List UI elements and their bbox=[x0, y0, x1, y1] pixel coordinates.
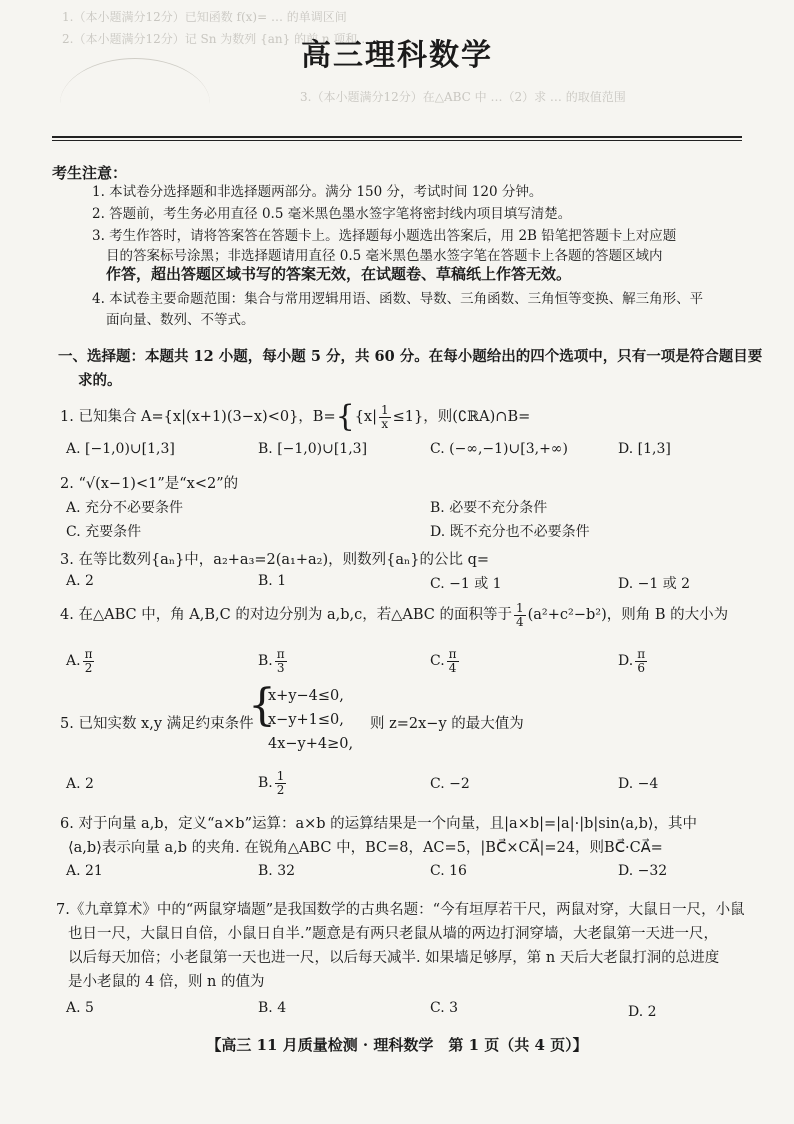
option-a: A. [−1,0)∪[1,3] bbox=[66, 441, 175, 457]
question-5-stem-pre: 5. 已知实数 x,y 满足约束条件 bbox=[60, 716, 254, 732]
option-c: C. 充要条件 bbox=[66, 524, 142, 540]
fraction-numerator: π bbox=[84, 647, 93, 661]
fraction bbox=[275, 648, 287, 674]
option-letter: B. bbox=[258, 653, 273, 670]
question-7-line-3: 以后每天加倍；小老鼠第一天也进一尺，以后每天减半. 如果墙足够厚，第 n 天后大老鼠打洞的总进度 bbox=[68, 950, 720, 966]
option-c: C. 3 bbox=[430, 1000, 459, 1016]
section-heading: 一、选择题：本题共 12 小题，每小题 5 分，共 60 分。在每小题给出的四个选项中，只有一项是符合题目要 bbox=[58, 348, 763, 365]
notice-item: 1. 本试卷分选择题和非选择题两部分。满分 150 分，考试时间 120 分钟。 bbox=[92, 184, 543, 200]
option-c: C. −1 或 1 bbox=[430, 576, 502, 592]
option-c: C. −2 bbox=[430, 776, 470, 792]
option-b: B. 4 bbox=[258, 1000, 287, 1016]
constraint-2: x−y+1≤0, bbox=[268, 712, 344, 728]
question-5-stem-tail: 则 z=2x−y 的最大值为 bbox=[370, 716, 524, 732]
q1-stem-tail: ≤1}，则(∁ℝA)∩B= bbox=[392, 409, 531, 425]
page-footer: 【高三 11 月质量检测 · 理科数学 第 1 页（共 4 页）】 bbox=[206, 1036, 588, 1054]
page-title: 高三理科数学 bbox=[301, 38, 493, 73]
notice-item: 2. 答题前，考生务必用直径 0.5 毫米黑色墨水签字笔将密封线内项目填写清楚。 bbox=[92, 206, 572, 222]
header-rule-thin bbox=[52, 140, 742, 141]
option-d: D. 2 bbox=[628, 1004, 657, 1020]
set-brace-left: { bbox=[335, 399, 355, 434]
bleed-text: 1.（本小题满分12分）已知函数 f(x)= … 的单调区间 bbox=[62, 10, 347, 24]
fraction-denominator: 2 bbox=[276, 782, 285, 797]
fraction bbox=[275, 770, 287, 796]
question-2-stem: 2. “√(x−1)<1”是“x<2”的 bbox=[60, 476, 239, 492]
fraction-numerator: 1 bbox=[276, 769, 285, 783]
fraction-numerator: π bbox=[637, 647, 646, 661]
option-d: D. 既不充分也不必要条件 bbox=[430, 524, 590, 540]
fraction-numerator: π bbox=[448, 647, 457, 661]
option-b bbox=[258, 648, 289, 674]
fraction-denominator: 3 bbox=[276, 660, 285, 675]
option-d: D. −4 bbox=[618, 776, 659, 792]
question-7-line-2: 也日一尺，大鼠日自倍，小鼠日自半.”题意是有两只老鼠从墙的两边打洞穿墙，大老鼠第一天进一尺， bbox=[68, 926, 719, 942]
fraction bbox=[83, 648, 95, 674]
notice-item-bold: 作答，超出答题区域书写的答案无效，在试题卷、草稿纸上作答无效。 bbox=[106, 265, 572, 283]
option-a: A. 2 bbox=[66, 573, 94, 589]
fraction-numerator: 1 bbox=[381, 402, 389, 417]
option-letter: D. bbox=[618, 653, 634, 670]
option-b: B. 32 bbox=[258, 863, 296, 879]
q1-stem-pre: 1. 已知集合 A={x|(x+1)(3−x)<0}，B= bbox=[60, 409, 336, 425]
q1-set-var: {x| bbox=[354, 409, 377, 425]
option-a bbox=[66, 648, 96, 674]
fraction bbox=[447, 648, 459, 674]
fraction-denominator: 4 bbox=[515, 614, 524, 629]
constraint-3: 4x−y+4≥0, bbox=[268, 736, 354, 752]
fraction-numerator: 1 bbox=[515, 601, 524, 615]
option-letter: A. bbox=[66, 653, 81, 670]
question-7-line-4: 是小老鼠的 4 倍，则 n 的值为 bbox=[68, 974, 265, 990]
option-b: B. [−1,0)∪[1,3] bbox=[258, 441, 368, 457]
fraction bbox=[379, 404, 391, 430]
question-3-stem: 3. 在等比数列{aₙ}中，a₂+a₃=2(a₁+a₂)，则数列{aₙ}的公比 q= bbox=[60, 552, 490, 568]
option-d: D. −32 bbox=[618, 863, 668, 879]
option-letter: C. bbox=[430, 653, 445, 670]
option-a: A. 2 bbox=[66, 776, 94, 792]
bleed-text: 2.（本小题满分12分）记 Sn 为数列 {an} 的前 n 项和 … bbox=[62, 32, 374, 46]
option-d: D. −1 或 2 bbox=[618, 576, 691, 592]
notice-heading: 考生注意： bbox=[52, 164, 128, 182]
option-c: C. (−∞,−1)∪[3,+∞) bbox=[430, 441, 568, 457]
fraction-denominator: 2 bbox=[84, 660, 93, 675]
option-c bbox=[430, 648, 461, 674]
question-4-stem bbox=[60, 602, 728, 628]
constraint-brace: { bbox=[248, 680, 276, 731]
question-6-line-2: ⟨a,b⟩表示向量 a,b 的夹角. 在锐角△ABC 中，BC=8，AC=5，|BC⃗×CA⃗|=24，则BC⃗·CA⃗= bbox=[68, 840, 663, 856]
notice-item: 4. 本试卷主要命题范围：集合与常用逻辑用语、函数、导数、三角函数、三角恒等变换、解三角形、平 bbox=[92, 291, 704, 307]
bleed-text: 3.（本小题满分12分）在△ABC 中 …（2）求 … 的取值范围 bbox=[300, 90, 626, 104]
option-a: A. 充分不必要条件 bbox=[66, 500, 184, 516]
fraction-numerator: π bbox=[276, 647, 285, 661]
option-d: D. [1,3] bbox=[618, 441, 671, 457]
option-letter: B. bbox=[258, 775, 273, 792]
constraint-1: x+y−4≤0, bbox=[268, 688, 344, 704]
section-heading-cont: 求的。 bbox=[78, 372, 122, 389]
option-a: A. 21 bbox=[66, 863, 103, 879]
notice-item: 面向量、数列、不等式。 bbox=[106, 312, 255, 328]
fraction-denominator: x bbox=[381, 416, 389, 431]
fraction bbox=[635, 648, 647, 674]
question-1-stem bbox=[60, 399, 531, 434]
fraction bbox=[514, 602, 526, 628]
option-d bbox=[618, 648, 649, 674]
option-b: B. 必要不充分条件 bbox=[430, 500, 548, 516]
header-rule-thick bbox=[52, 136, 742, 138]
option-b bbox=[258, 770, 288, 796]
option-b: B. 1 bbox=[258, 573, 287, 589]
notice-item: 3. 考生作答时，请将答案答在答题卡上。选择题每小题选出答案后，用 2B 铅笔把答题卡上对应题 bbox=[92, 228, 677, 244]
q4-stem-pre: 4. 在△ABC 中，角 A,B,C 的对边分别为 a,b,c，若△ABC 的面积等于 bbox=[60, 607, 512, 624]
notice-item: 目的答案标号涂黑；非选择题请用直径 0.5 毫米黑色墨水签字笔在答题卡上各题的答题区域内 bbox=[106, 248, 663, 264]
fraction-denominator: 4 bbox=[448, 660, 457, 675]
question-7-line-1: 7.《九章算术》中的“两鼠穿墙题”是我国数学的古典名题：“今有垣厚若干尺，两鼠对穿，大鼠日一尺，小鼠 bbox=[56, 902, 745, 918]
q4-stem-tail: (a²+c²−b²)，则角 B 的大小为 bbox=[527, 607, 729, 624]
fraction-denominator: 6 bbox=[637, 660, 645, 675]
option-a: A. 5 bbox=[66, 1000, 94, 1016]
question-6-line-1: 6. 对于向量 a,b，定义“a×b”运算：a×b 的运算结果是一个向量，且|a×b|=|a|·|b|sin⟨a,b⟩，其中 bbox=[60, 816, 698, 832]
option-c: C. 16 bbox=[430, 863, 467, 879]
